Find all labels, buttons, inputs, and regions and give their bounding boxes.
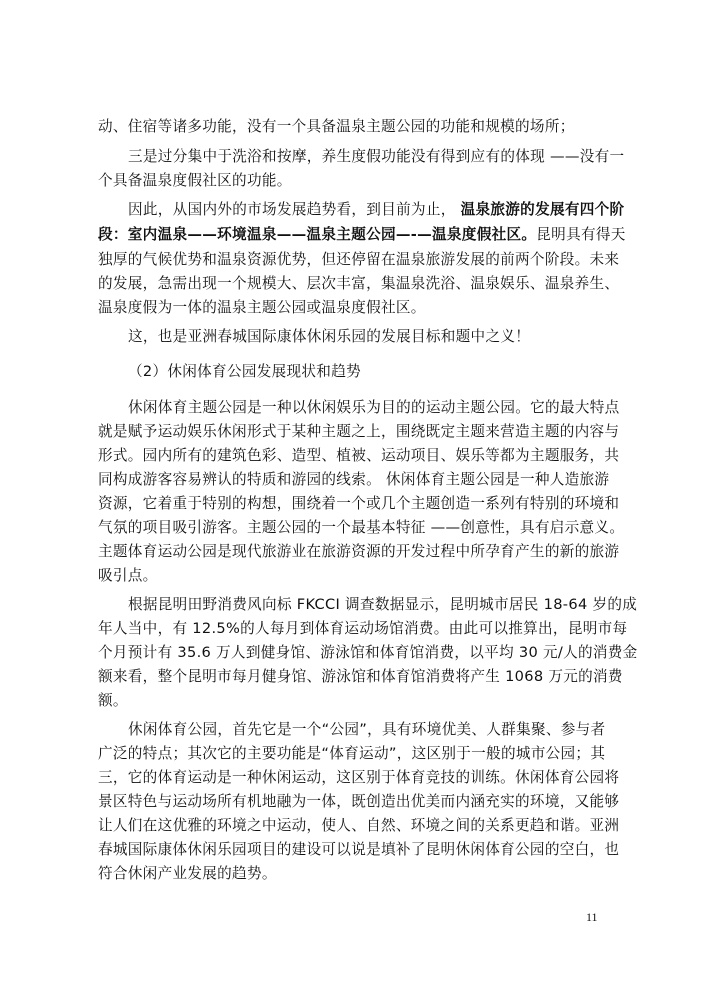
text-segment: 同构成游客容易辨认的特质和游园的线索。 休闲体育主题公园是一种人造旅游: [98, 471, 610, 488]
text-segment: 主题体育运动公园是现代旅游业在旅游资源的开发过程中所孕育产生的新的旅游: [98, 543, 620, 560]
text-segment: 独厚的气候优势和温泉资源优势，但还停留在温泉旅游发展的前两个阶段。未来: [98, 251, 620, 268]
text-line: [98, 792, 618, 812]
text-line: [98, 117, 618, 137]
text-line: [128, 595, 648, 615]
text-segment: 就是赋予运动娱乐休闲形式于某种主题之上，围绕既定主题来营造主题的内容与: [98, 423, 620, 440]
text-segment: 昆明具有得天: [536, 226, 626, 243]
text-line: [98, 225, 626, 245]
text-segment: 这，也是亚洲春城国际康体休闲乐园的发展目标和题中之义！: [128, 328, 531, 345]
text-segment: 符合休闲产业发展的趋势。: [98, 865, 277, 882]
text-line: [98, 470, 618, 490]
text-segment: 景区特色与运动场所有机地融为一体，既创造出优美而内涵充实的环境，又能够: [98, 793, 620, 810]
text-line: [98, 566, 618, 586]
text-segment: 年人当中，有 12.5%的人每月到体育运动场馆消费。由此可以推算出，昆明市每: [98, 620, 628, 637]
text-line: [98, 744, 618, 764]
text-line: [98, 691, 618, 711]
text-segment: 额。: [98, 692, 128, 709]
text-segment: 资源，它着重于特别的构想，围绕着一个或几个主题创造一系列有特别的环境和: [98, 495, 620, 512]
text-line: [98, 446, 618, 466]
text-segment: 因此，从国内外的市场发展趋势看，到目前为止，: [128, 201, 461, 218]
text-line: [98, 768, 618, 788]
bold-text-segment: 温泉旅游的发展有四个阶: [460, 201, 625, 218]
text-line: [98, 619, 628, 639]
text-segment: 形式。园内所有的建筑色彩、造型、植被、运动项目、娱乐等都为主题服务，共: [98, 447, 620, 464]
text-segment: 动、住宿等诸多功能，没有一个具备温泉主题公园的功能和规模的场所；: [98, 118, 575, 135]
text-segment: 吸引点。: [98, 567, 158, 584]
text-segment: （2）休闲体育公园发展现状和趋势: [128, 363, 361, 380]
text-line: [128, 720, 648, 740]
text-segment: 休闲体育公园，首先它是一个“公园”，具有环境优美、人群集聚、参与者: [128, 721, 606, 738]
text-line: [128, 200, 648, 220]
text-line: [128, 362, 648, 382]
text-segment: 根据昆明田野消费风向标 FKCCI 调查数据显示，昆明城市居民 18-64 岁的成: [128, 596, 638, 613]
text-segment: 让人们在这优雅的环境之中运动，使人、自然、环境之间的关系更趋和谐。亚洲: [98, 817, 620, 834]
text-line: [128, 398, 648, 418]
text-line: [128, 327, 648, 347]
text-line: [98, 298, 618, 318]
text-line: [98, 667, 623, 687]
text-line: [98, 494, 618, 514]
text-segment: 广泛的特点；其次它的主要功能是“体育运动”，这区别于一般的城市公园；其: [98, 745, 606, 762]
text-segment: 个月预计有 35.6 万人到健身馆、游泳馆和体育馆消费，以平均 30 元/人的消费金: [98, 644, 638, 661]
text-line: [98, 542, 618, 562]
text-segment: 个具备温泉度假社区的功能。: [98, 172, 292, 189]
text-line: [98, 250, 618, 270]
text-segment: 气氛的项目吸引游客。主题公园的一个最基本特征 ——创意性，具有启示意义。: [98, 519, 625, 536]
text-line: [98, 422, 618, 442]
text-segment: 春城国际康体休闲乐园项目的建设可以说是填补了昆明休闲体育公园的空白，也: [98, 841, 620, 858]
text-line: [98, 840, 618, 860]
text-segment: 的发展，急需出现一个规模大、层次丰富，集温泉洗浴、温泉娱乐、温泉养生、: [98, 275, 620, 292]
page-number: 11: [586, 910, 598, 924]
text-line: [98, 171, 618, 191]
text-line: [98, 816, 618, 836]
text-line: [98, 864, 618, 884]
text-segment: 三是过分集中于洗浴和按摩，养生度假功能没有得到应有的体现 ——没有一: [128, 148, 625, 165]
text-segment: 温泉度假为一体的温泉主题公园或温泉度假社区。: [98, 299, 426, 316]
text-line: [98, 518, 625, 538]
text-line: [98, 274, 618, 294]
text-segment: 额来看，整个昆明市每月健身馆、游泳馆和体育馆消费将产生 1068 万元的消费: [98, 668, 623, 685]
text-line: [98, 643, 638, 663]
bold-text-segment: 段：室内温泉——环境温泉——温泉主题公园—-—温泉度假社区。: [98, 226, 537, 243]
text-segment: 休闲体育主题公园是一种以休闲娱乐为目的的运动主题公园。它的最大特点: [128, 399, 620, 416]
text-segment: 三，它的体育运动是一种休闲运动，这区别于体育竞技的训练。休闲体育公园将: [98, 769, 620, 786]
text-line: [128, 147, 648, 167]
